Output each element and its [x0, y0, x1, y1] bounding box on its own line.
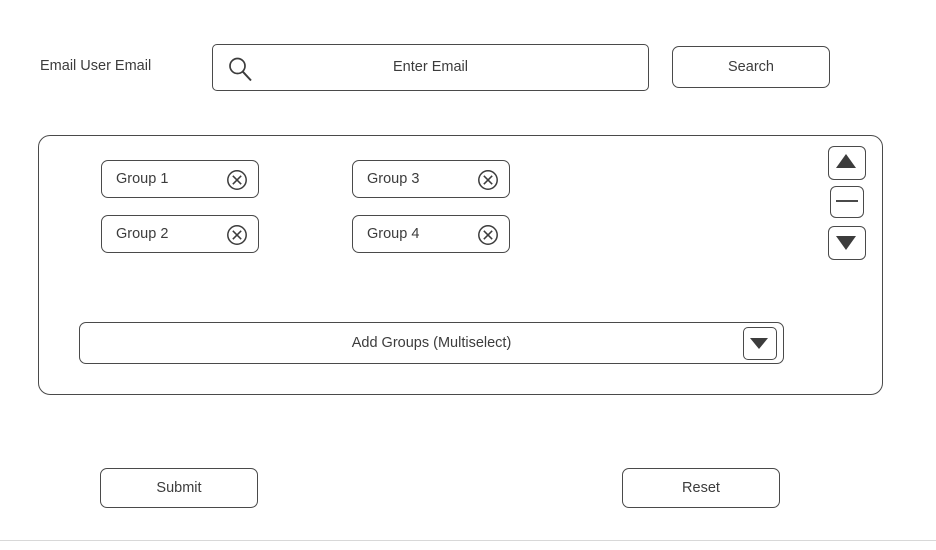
group-chip-label: Group 4 — [367, 226, 420, 242]
triangle-down-icon[interactable] — [828, 226, 866, 260]
reset-button[interactable]: Reset — [622, 468, 780, 508]
email-search-row — [40, 44, 840, 96]
bottom-divider — [0, 540, 936, 541]
circle-x-icon[interactable] — [477, 224, 499, 246]
circle-x-icon[interactable] — [477, 169, 499, 191]
group-chip[interactable] — [101, 215, 259, 253]
email-input-placeholder: Enter Email — [393, 59, 468, 75]
group-chip[interactable] — [101, 160, 259, 198]
email-field-label: Email User Email — [40, 58, 152, 74]
groups-scrollbar[interactable] — [828, 146, 870, 276]
submit-button[interactable]: Submit — [100, 468, 258, 508]
group-chip-label: Group 2 — [116, 226, 169, 242]
group-chip-label: Group 1 — [116, 171, 169, 187]
group-chip[interactable] — [352, 160, 510, 198]
scroll-thumb[interactable] — [830, 186, 864, 218]
circle-x-icon[interactable] — [226, 224, 248, 246]
chevron-down-icon[interactable] — [743, 327, 777, 360]
add-groups-multiselect[interactable] — [79, 322, 784, 364]
search-button[interactable]: Search — [672, 46, 830, 88]
email-input[interactable] — [212, 44, 649, 91]
circle-x-icon[interactable] — [226, 169, 248, 191]
group-chip[interactable] — [352, 215, 510, 253]
group-chip-label: Group 3 — [367, 171, 420, 187]
triangle-up-icon[interactable] — [828, 146, 866, 180]
groups-panel — [38, 135, 883, 395]
add-groups-label: Add Groups (Multiselect) — [351, 335, 512, 351]
magnifier-icon — [227, 56, 253, 82]
